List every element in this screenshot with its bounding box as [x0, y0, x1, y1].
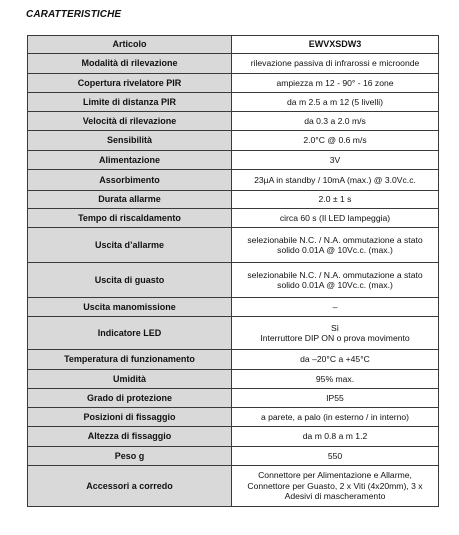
spec-value [232, 93, 439, 112]
spec-value [232, 408, 439, 427]
spec-value-line: IP55 [326, 392, 344, 403]
spec-row [28, 191, 439, 209]
spec-label: Copertura rivelatore PIR [28, 74, 232, 93]
spec-value [232, 112, 439, 131]
spec-label: Tempo di riscaldamento [28, 209, 232, 228]
spec-row [28, 389, 439, 408]
spec-label: Uscita di guasto [28, 263, 232, 298]
spec-row [28, 131, 439, 151]
spec-row [28, 228, 439, 263]
spec-value [232, 36, 439, 54]
spec-value [232, 191, 439, 209]
spec-row [28, 350, 439, 370]
spec-value-line: da m 2.5 a m 12 (5 livelli) [287, 96, 383, 107]
spec-value-line: da m 0.8 a m 1.2 [302, 431, 368, 442]
spec-value-line: EWVXSDW3 [308, 39, 362, 50]
spec-label: Temperatura di funzionamento [28, 350, 232, 370]
spec-row [28, 112, 439, 131]
spec-value-line: da 0.3 a 2.0 m/s [304, 115, 366, 126]
spec-value-line: selezionabile N.C. / N.A. ommutazione a stato [247, 269, 423, 280]
spec-value-line: 550 [327, 450, 343, 461]
spec-value-line: circa 60 s (Il LED lampeggia) [279, 212, 391, 223]
spec-row [28, 466, 439, 507]
spec-value-line: rilevazione passiva di infrarossi e microonde [250, 58, 420, 69]
spec-value-line: selezionabile N.C. / N.A. ommutazione a stato [247, 234, 423, 245]
spec-row [28, 317, 439, 350]
spec-label: Alimentazione [28, 151, 232, 170]
spec-value [232, 427, 439, 447]
spec-row [28, 298, 439, 317]
spec-value-line: solido 0.01A @ 10Vc.c. (max.) [277, 280, 393, 290]
spec-label: Velocità di rilevazione [28, 112, 232, 131]
spec-row [28, 370, 439, 389]
spec-value [232, 466, 439, 507]
spec-row [28, 170, 439, 191]
spec-label: Modalità di rilevazione [28, 54, 232, 74]
spec-value-line: ampiezza m 12 - 90° - 16 zone [276, 77, 394, 88]
spec-value [232, 209, 439, 228]
spec-value [232, 317, 439, 350]
spec-row [28, 263, 439, 298]
spec-value [232, 74, 439, 93]
spec-value-line: – [332, 301, 338, 312]
spec-value-line: Adesivi di mascheramento [284, 491, 386, 502]
spec-value-line: solido 0.01A @ 10Vc.c. (max.) [277, 245, 393, 255]
spec-value [232, 54, 439, 74]
spec-row [28, 74, 439, 93]
spec-label: Altezza di fissaggio [28, 427, 232, 447]
spec-value-line: Interruttore DIP ON o prova movimento [260, 333, 410, 343]
spec-label: Grado di protezione [28, 389, 232, 408]
spec-value [232, 370, 439, 389]
spec-row [28, 447, 439, 466]
specifications-table-body [28, 36, 439, 507]
specifications-table [27, 35, 439, 507]
spec-label: Uscita d’allarme [28, 228, 232, 263]
spec-value-line: a parete, a palo (in esterno / in interno) [260, 411, 410, 422]
spec-value-line: da –20°C a +45°C [300, 354, 370, 365]
spec-row [28, 151, 439, 170]
section-heading: CARATTERISTICHE [26, 9, 122, 20]
spec-label: Indicatore LED [28, 317, 232, 350]
spec-value-line: 23µA in standby / 10mA (max.) @ 3.0Vc.c. [254, 174, 416, 185]
spec-label: Sensibilità [28, 131, 232, 151]
spec-row [28, 408, 439, 427]
spec-label: Umidità [28, 370, 232, 389]
spec-row [28, 93, 439, 112]
spec-label: Posizioni di fissaggio [28, 408, 232, 427]
spec-label: Accessori a corredo [28, 466, 232, 507]
spec-row [28, 36, 439, 54]
spec-value [232, 170, 439, 191]
spec-value-line: 2.0°C @ 0.6 m/s [303, 135, 367, 146]
spec-value-line: Connettore per Alimentazione e Allarme, [258, 470, 412, 481]
spec-value [232, 151, 439, 170]
spec-value [232, 350, 439, 370]
spec-value [232, 447, 439, 466]
spec-row [28, 209, 439, 228]
spec-value [232, 389, 439, 408]
spec-value [232, 228, 439, 263]
spec-row [28, 427, 439, 447]
spec-row [28, 54, 439, 74]
spec-value-line: 2.0 ± 1 s [318, 194, 352, 205]
spec-label: Uscita manomissione [28, 298, 232, 317]
spec-value [232, 298, 439, 317]
spec-label: Peso g [28, 447, 232, 466]
spec-label: Durata allarme [28, 191, 232, 209]
spec-label: Assorbimento [28, 170, 232, 191]
spec-value [232, 263, 439, 298]
spec-value-line: 3V [329, 154, 341, 165]
spec-label: Articolo [28, 36, 232, 54]
spec-value [232, 131, 439, 151]
spec-label: Limite di distanza PIR [28, 93, 232, 112]
spec-value-line: Connettore per Guasto, 2 x Viti (4x20mm), 3 x [247, 480, 423, 491]
spec-value-line: Sì [330, 322, 340, 333]
spec-value-line: 95% max. [315, 373, 355, 384]
